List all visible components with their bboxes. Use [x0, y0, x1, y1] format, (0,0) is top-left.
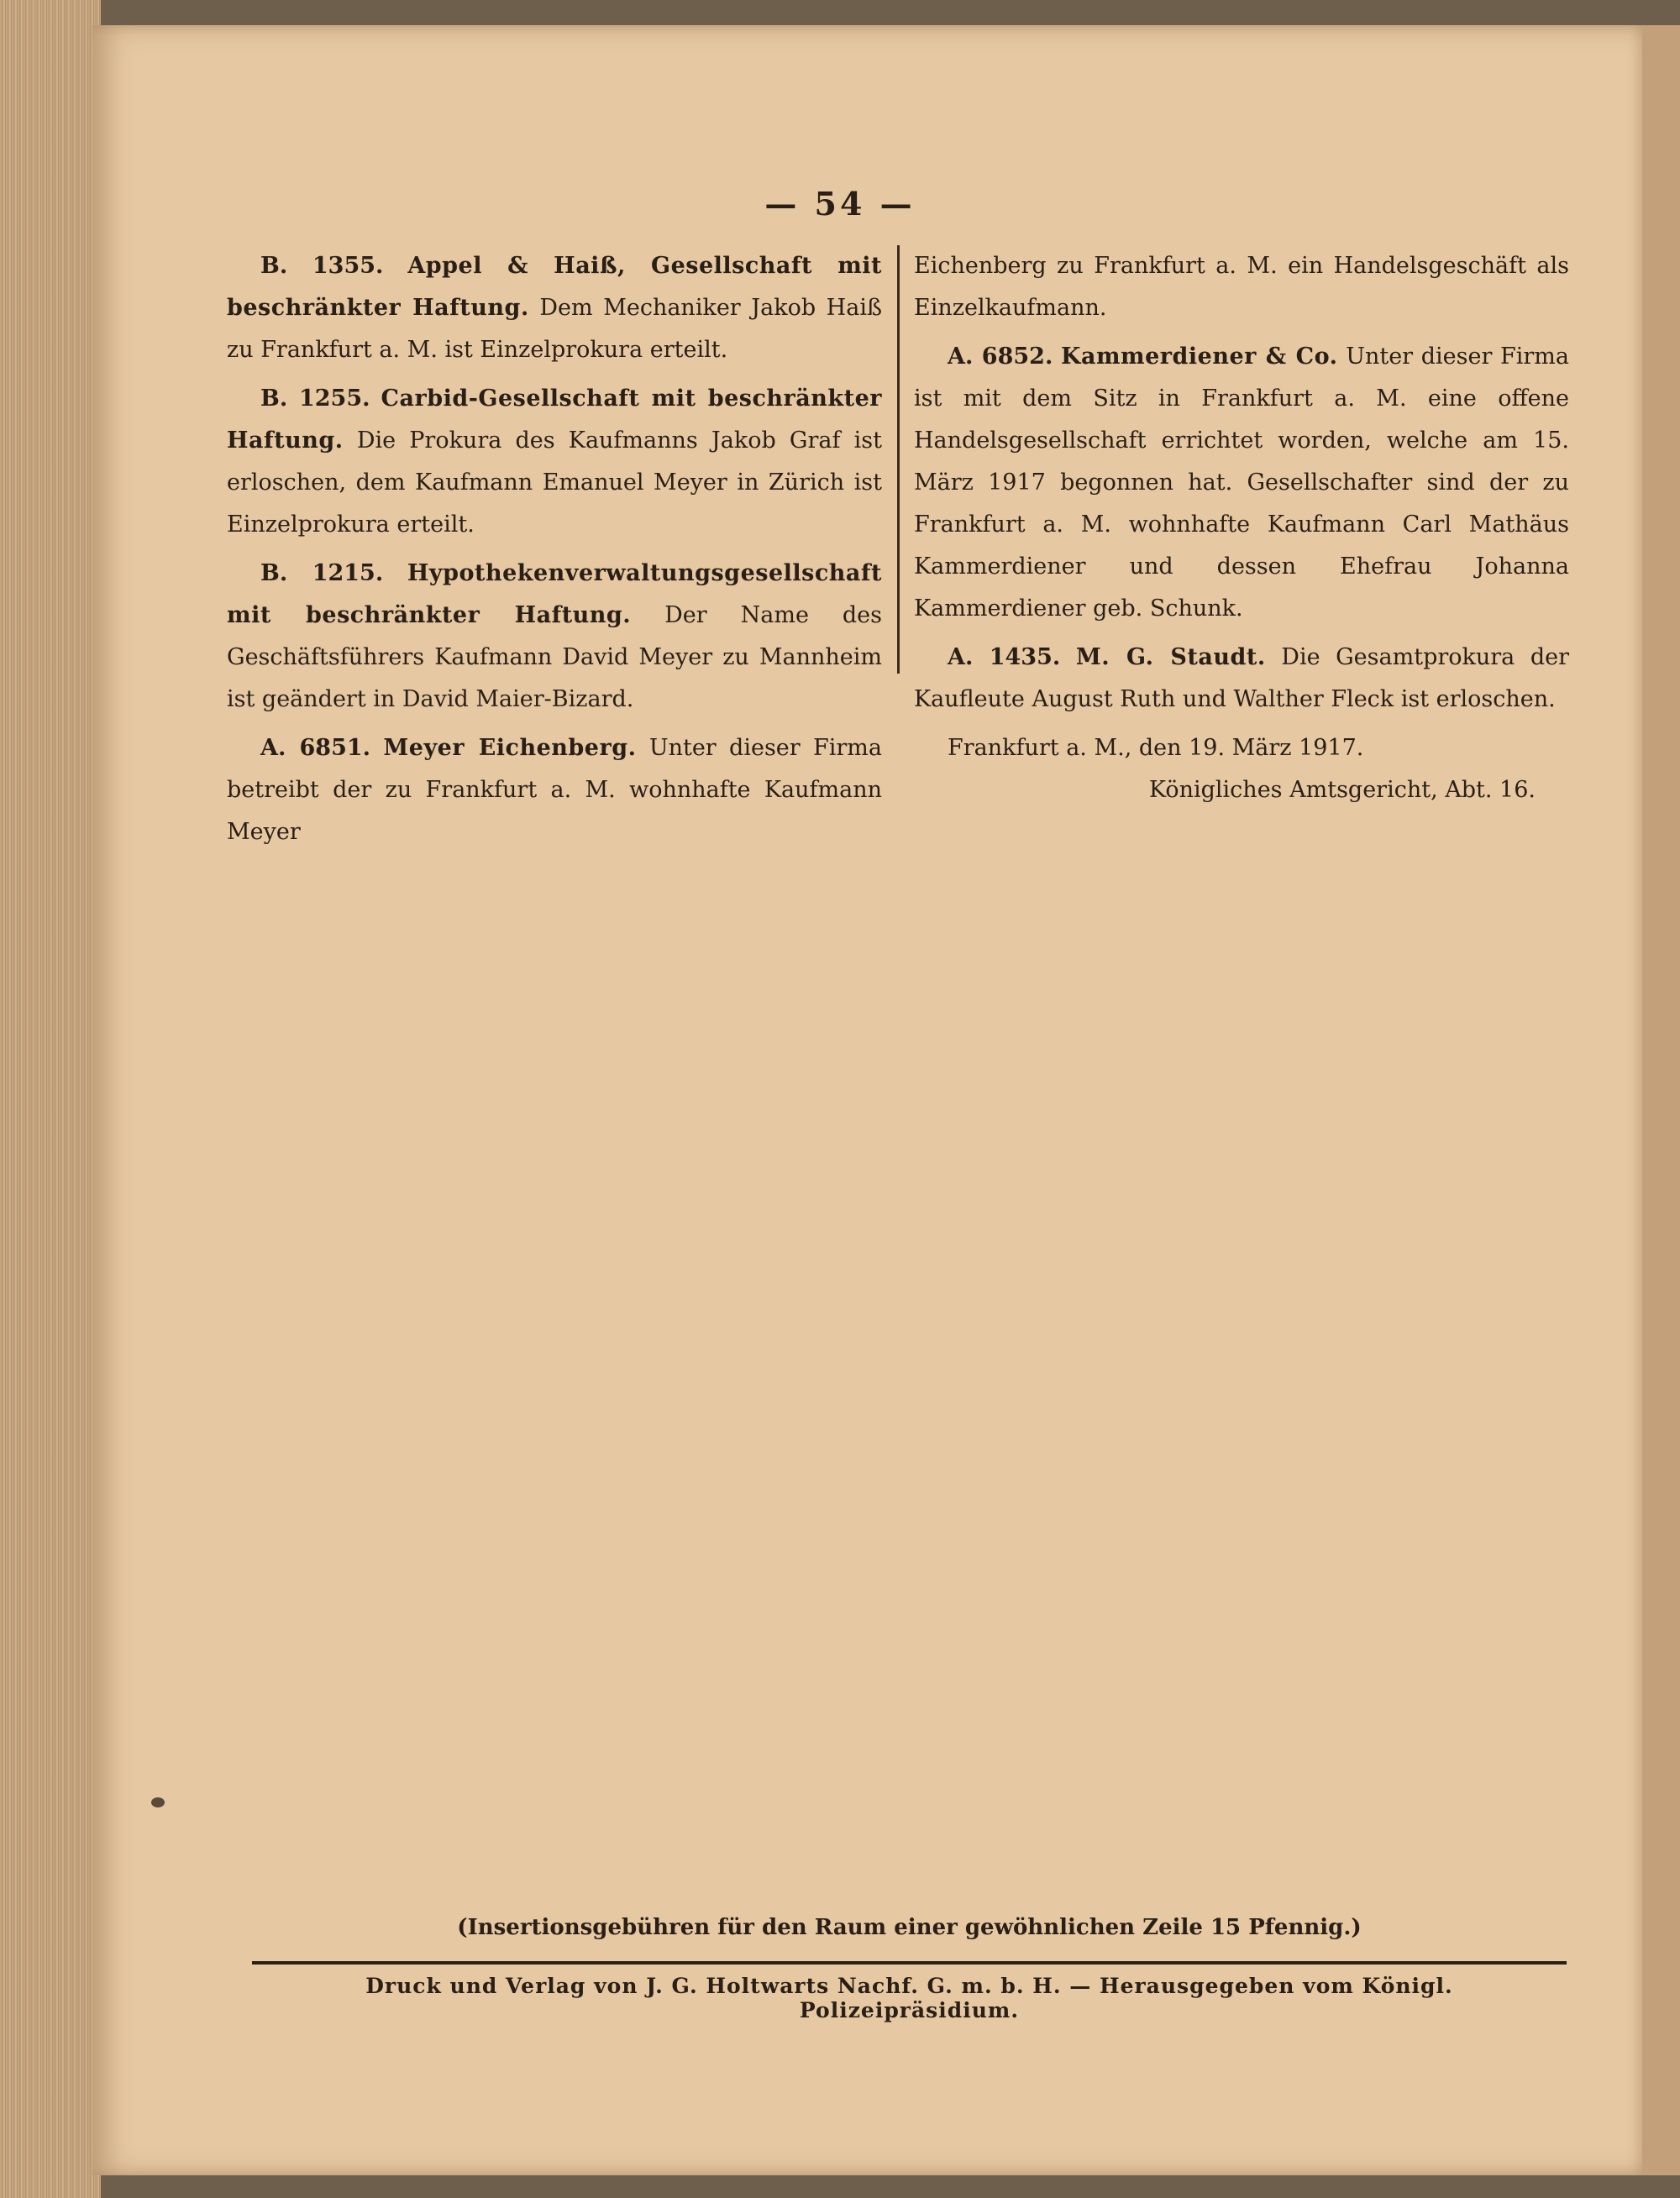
entry-text: Eichenberg zu Frankfurt a. M. ein Handelsgeschäft als Einzelkaufmann.	[914, 253, 1569, 321]
footer-rule	[252, 1961, 1567, 1965]
entry-code: A. 6852.	[948, 344, 1053, 370]
left-column	[227, 245, 882, 860]
printer-imprint: Druck und Verlag von J. G. Holtwarts Nachf. G. m. b. H. — Herausgegeben vom Königl. Polizeipräsidium.	[365, 1974, 1453, 2022]
entry-text: Unter dieser Firma betreibt der zu Frankfurt a. M. wohnhafte Kaufmann Meyer	[227, 735, 882, 845]
insertion-fee-note: (Insertionsgebühren für den Raum einer gewöhnlichen Zeile 15 Pfennig.)	[457, 1915, 1362, 1940]
register-entry-continued	[914, 245, 1569, 329]
right-page-strip	[1642, 25, 1680, 2175]
entry-firm: Meyer Eichenberg.	[383, 735, 637, 761]
register-entry	[914, 637, 1569, 721]
page-number: — 54 —	[764, 185, 916, 223]
entry-text: Dem Mechaniker Jakob Haiß zu Frankfurt a. M. ist Einzelprokura erteilt.	[227, 295, 882, 363]
entry-firm: M. G. Staudt.	[1075, 644, 1266, 670]
book-page-edges	[0, 0, 101, 2198]
court-signature: Königliches Amtsgericht, Abt. 16.	[1148, 777, 1536, 803]
entry-firm: Kammerdiener & Co.	[1061, 344, 1338, 370]
entry-code: B. 1355.	[260, 253, 384, 279]
entry-text: Die Gesamtprokura der Kaufleute August Ruth und Walther Fleck ist erloschen.	[914, 644, 1569, 712]
entry-code: B. 1255.	[260, 386, 370, 412]
entry-text: Unter dieser Firma ist mit dem Sitz in Frankfurt a. M. eine offene Handelsgesellschaft errichtet worden, welche am 15. März 1917 begonnen hat. Gesellschafter sind der zu Frankfurt a. M. wohnhafte Kaufmann Carl Mathäus Kammerdiener und dessen Ehefrau Johanna Kammerdiener geb. Schunk.	[914, 344, 1569, 622]
entry-code: A. 1435.	[948, 644, 1061, 670]
ink-smudge	[151, 1797, 165, 1807]
register-entry	[227, 378, 882, 546]
entry-firm: Appel & Haiß, Gesellschaft mit beschränkter Haftung.	[227, 253, 882, 321]
register-entry	[227, 553, 882, 721]
entry-text: Der Name des Geschäftsführers Kaufmann David Meyer zu Mannheim ist geändert in David Maier-Bizard.	[227, 602, 882, 712]
entry-text: Die Prokura des Kaufmanns Jakob Graf ist erloschen, dem Kaufmann Emanuel Meyer in Zürich ist Einzelprokura erteilt.	[227, 428, 882, 538]
register-entry	[227, 727, 882, 853]
entry-code: B. 1215.	[260, 560, 384, 586]
entry-code: A. 6851.	[260, 735, 371, 761]
column-divider	[897, 245, 900, 674]
entry-firm: Hypothekenverwaltungsgesellschaft mit beschränkter Haftung.	[227, 560, 882, 628]
entry-firm: Carbid-Gesellschaft mit beschränkter Haftung.	[227, 386, 882, 454]
right-column	[914, 245, 1569, 811]
date-line: Frankfurt a. M., den 19. März 1917.	[948, 735, 1364, 761]
register-entry	[914, 336, 1569, 630]
register-entry	[227, 245, 882, 371]
